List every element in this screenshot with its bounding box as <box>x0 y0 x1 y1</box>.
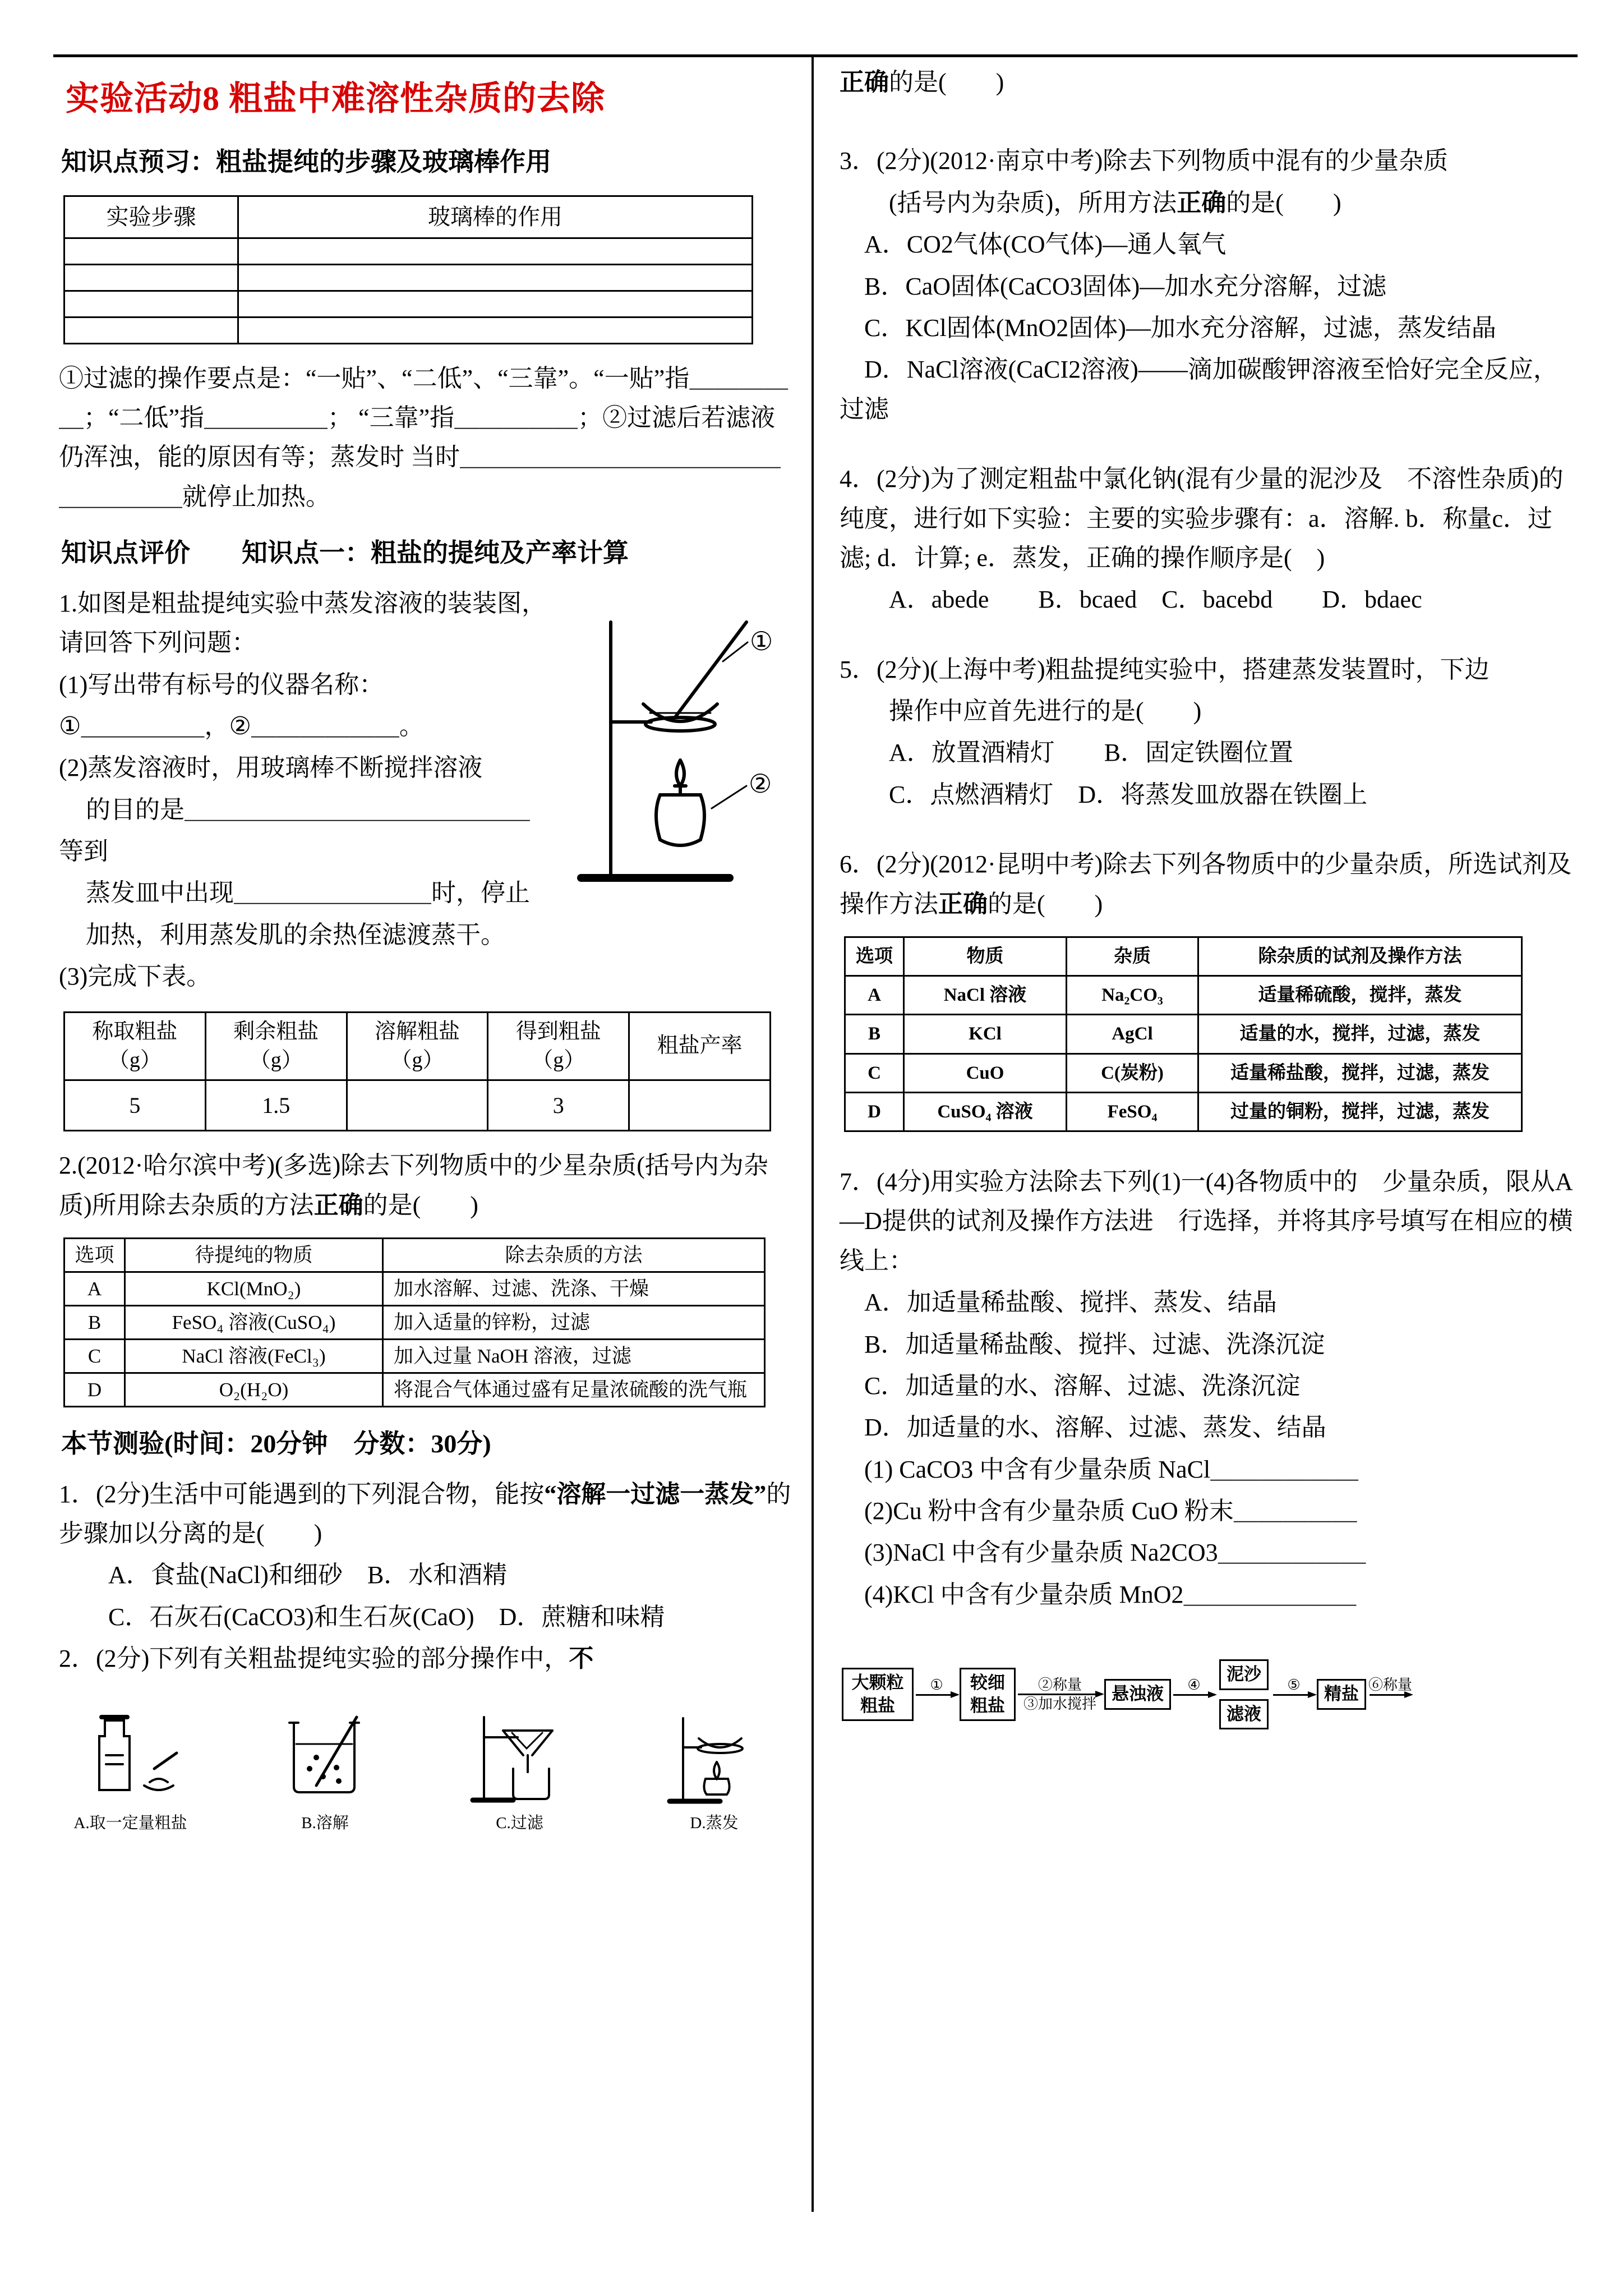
question-3 <box>840 141 1573 429</box>
header-line: 称取粗盐 <box>92 1019 178 1043</box>
table-cell: 3 <box>488 1080 629 1131</box>
q7-item-4: (4)KCl 中含有少量杂质 MnO2＿＿＿＿＿＿＿ <box>840 1580 1357 1608</box>
q5-options-ab: A．放置酒精灯 B．固定铁圈位置 <box>840 739 1294 767</box>
table-cell: C <box>845 1053 904 1092</box>
q3-option-d: D．NaCl溶液(CaCI2溶液)——滴加碳酸钾溶液至恰好完全反应，过滤 <box>840 356 1558 423</box>
table-cell <box>64 238 238 264</box>
q1-part1-blanks: ①＿＿＿＿＿，②＿＿＿＿＿＿。 <box>59 712 424 740</box>
q7-item-2: (2)Cu 粉中含有少量杂质 CuO 粉末＿＿＿＿＿ <box>840 1497 1357 1525</box>
table-header-cell <box>205 1012 347 1080</box>
table-cell <box>64 264 238 291</box>
figure-caption: B.溶解 <box>301 1814 349 1832</box>
q5-options-cd: C．点燃酒精灯 D．将蒸发皿放器在铁圈上 <box>840 780 1368 808</box>
table-header-cell <box>347 1012 488 1080</box>
q1-part2-dish: 蒸发皿中出现＿＿＿＿＿＿＿＿时，停止 <box>86 879 530 907</box>
q7-item-1: (1) CaCO3 中含有少量杂质 NaCl＿＿＿＿＿＿ <box>840 1455 1359 1483</box>
flow-arrow-1 <box>916 1676 957 1712</box>
q5-line2: 操作中应首先进行的是( ) <box>840 697 1202 725</box>
table-cell <box>64 317 238 343</box>
flow-box-mud: 泥沙 <box>1219 1659 1269 1690</box>
table-cell: 过量的铜粉，搅拌，过滤，蒸发 <box>1198 1092 1522 1131</box>
purification-methods-table <box>63 1237 766 1407</box>
table-header-cell <box>488 1012 629 1080</box>
table-cell: 5 <box>64 1080 206 1131</box>
flow-step-label: ⑤ <box>1287 1677 1301 1694</box>
table-header-cell: 物质 <box>904 937 1067 976</box>
t1-options-cd: C．石灰石(CaCO3)和生石灰(CaO) D．蔗糖和味精 <box>59 1603 665 1631</box>
t1-tail: 的步骤加以分离的是( ) <box>59 1480 791 1548</box>
flow-box-filtrate: 滤液 <box>1219 1699 1269 1729</box>
arrow-shaft <box>1173 1694 1215 1696</box>
table-cell: FeSO₄ 溶液(CuSO₄) <box>125 1306 383 1340</box>
steps-header-cell: 实验步骤 <box>64 196 238 238</box>
table-cell: FeSO₄ <box>1067 1092 1198 1131</box>
arrow-shaft <box>1370 1694 1411 1696</box>
flow-arrow-3 <box>1173 1676 1215 1712</box>
table-cell: 加水溶解、过滤、洗涤、干燥 <box>383 1272 765 1306</box>
table-header-row <box>64 196 753 238</box>
table-cell: NaCl 溶液 <box>904 976 1067 1015</box>
table-header-cell: 选项 <box>64 1239 125 1272</box>
evaporation-apparatus-figure <box>561 588 791 891</box>
q1-intro: 1.如图是粗盐提纯实验中蒸发溶液的装装图，请回答下列问题： <box>59 589 546 657</box>
right-column <box>811 57 1578 2212</box>
filter-notes: ①过滤的操作要点是：“一贴”、“二低”、“三靠”。“一贴”指＿＿＿＿＿；“二低”指＿＿＿＿＿； “三靠”指＿＿＿＿＿；②过滤后若滤液仍浑浊，能的原因有等；蒸发时 当时＿＿＿＿＿＿＿＿＿＿＿＿＿＿＿＿＿＿就停止加热。 <box>59 364 789 510</box>
table-row <box>64 317 753 343</box>
table-cell <box>64 291 238 317</box>
evaporation-drawing <box>654 1701 774 1808</box>
table-cell: O₂(H₂O) <box>125 1373 383 1407</box>
cont-tail: 的是( ) <box>889 68 1004 96</box>
q7-option-a: A．加适量稀盐酸、搅拌、蒸发、结晶 <box>840 1289 1277 1317</box>
table-cell: D <box>845 1092 904 1131</box>
header-unit: （g） <box>249 1048 303 1072</box>
t2-text: 2．(2分)下列有关粗盐提纯实验的部分操作中， <box>59 1645 569 1673</box>
q4-text: 4．(2分)为了测定粗盐中氯化钠(混有少量的泥沙及 不溶性杂质)的纯度，进行如下实验：主要的实验步骤有：a．溶解. b．称量c．过滤; d．计算; e．蒸发，正确的操作顺序是( ) <box>840 465 1564 572</box>
header-unit: （g） <box>108 1048 162 1072</box>
beaker-drawing <box>265 1701 385 1808</box>
figure-dissolve <box>265 1701 385 1836</box>
eval-heading: 知识点评价 知识点一：粗盐的提纯及产率计算 <box>61 539 629 568</box>
table-header-row <box>64 1239 765 1272</box>
q3-line2 <box>840 183 1573 223</box>
q7-option-b: B．加适量稀盐酸、搅拌、过滤、洗涤沉淀 <box>840 1330 1325 1358</box>
apparatus-figures-row <box>70 1701 774 1836</box>
table-header-cell: 除去杂质的方法 <box>383 1239 765 1272</box>
table-row <box>64 1340 765 1373</box>
table-header-cell: 粗盐产率 <box>629 1012 771 1080</box>
q1-part2-purpose: 的目的是＿＿＿＿＿＿＿＿＿＿＿＿＿＿ <box>86 795 530 823</box>
test-heading: 本节测验(时间：20分钟 分数：30分) <box>61 1429 491 1458</box>
table-row <box>64 238 753 264</box>
table-cell: 1.5 <box>205 1080 347 1131</box>
question-2 <box>59 1146 791 1225</box>
table-header-cell: 除杂质的试剂及操作方法 <box>1198 937 1522 976</box>
table-row <box>64 264 753 291</box>
flow-arrow-2 <box>1018 1676 1102 1713</box>
continuation-line <box>840 63 1573 102</box>
table-cell <box>629 1080 771 1131</box>
q3-line1: 3．(2分)(2012·南京中考)除去下列物质中混有的少量杂质 <box>840 147 1449 175</box>
t1-text: 1．(2分)生活中可能遇到的下列混合物，能按 <box>59 1480 545 1508</box>
q2-text: 2.(2012·哈尔滨中考)(多选)除去下列物质中的少星杂质(括号内为杂质)所用除去杂质的方法 <box>59 1152 768 1219</box>
q3-option-c: C．KCl固体(MnO2固体)—加水充分溶解，过滤，蒸发结晶 <box>840 314 1496 342</box>
flow-box-refined-salt: 精盐 <box>1317 1679 1366 1709</box>
q6-text-line <box>840 845 1573 924</box>
figure-evaporate <box>654 1701 774 1836</box>
table-cell: D <box>64 1373 125 1407</box>
table-cell <box>238 317 753 343</box>
table-cell: 加入过量 NaOH 溶液，过滤 <box>383 1340 765 1373</box>
table-cell: 适量的水，搅拌，过滤，蒸发 <box>1198 1015 1522 1053</box>
arrow-shaft <box>1018 1694 1102 1695</box>
table-cell: 将混合气体通过盛有足量浓硫酸的洗气瓶 <box>383 1373 765 1407</box>
table-row <box>64 1272 765 1306</box>
flow-arrow-5 <box>1368 1676 1412 1712</box>
question-1 <box>59 584 791 999</box>
table-row <box>64 1306 765 1340</box>
table-cell <box>347 1080 488 1131</box>
q1-part1: (1)写出带有标号的仪器名称： <box>59 670 384 698</box>
table-cell: B <box>64 1306 125 1340</box>
table-header-row <box>845 937 1522 976</box>
figure-caption: D.蒸发 <box>690 1814 739 1832</box>
table-row <box>845 1053 1522 1092</box>
flow-box-coarse-salt: 大颗粒粗盐 <box>842 1668 914 1721</box>
table-cell: C(炭粉) <box>1067 1053 1198 1092</box>
q6-text: 6．(2分)(2012·昆明中考)除去下列各物质中的少量杂质，所选试剂及操作方法 <box>840 850 1572 918</box>
table-header-cell <box>64 1012 206 1080</box>
table-row <box>64 1373 765 1407</box>
table-cell: A <box>64 1272 125 1306</box>
q3-option-a: A．CO2气体(CO气体)—通人氧气 <box>840 231 1227 259</box>
cont-bold: 正确 <box>840 68 889 96</box>
question-6 <box>840 845 1573 1132</box>
test-question-1 <box>59 1475 791 1554</box>
header-line: 溶解粗盐 <box>374 1019 460 1043</box>
apparatus-drawing <box>561 588 791 891</box>
preview-heading: 知识点预习：粗盐提纯的步骤及玻璃棒作用 <box>61 148 551 176</box>
table-header-cell: 杂质 <box>1067 937 1198 976</box>
table-row <box>64 1080 771 1131</box>
figure-caption: C.过滤 <box>496 1814 543 1832</box>
table-row <box>845 1015 1522 1053</box>
q7-option-d: D．加适量的水、溶解、过滤、蒸发、结晶 <box>840 1414 1326 1442</box>
table-cell <box>238 238 753 264</box>
table-cell: 适量稀盐酸，搅拌，过滤，蒸发 <box>1198 1053 1522 1092</box>
header-line: 剩余粗盐 <box>233 1019 319 1043</box>
q2-tail: 的是( ) <box>363 1191 478 1219</box>
flow-fork <box>1219 1659 1269 1729</box>
q1-part2: (2)蒸发溶液时，用玻璃棒不断搅拌溶液 <box>59 754 483 782</box>
figure-filter <box>459 1701 580 1836</box>
table-cell: 加入适量的锌粉，过滤 <box>383 1306 765 1340</box>
q2-bold: 正确 <box>313 1191 363 1219</box>
flow-step-label: ④ <box>1187 1677 1201 1694</box>
q1-part3: (3)完成下表。 <box>59 963 211 991</box>
figure-take-salt <box>70 1701 191 1836</box>
q3-l2-tail: 的是( ) <box>1226 188 1341 217</box>
q6-tail: 的是( ) <box>988 890 1103 918</box>
header-line: 得到粗盐 <box>515 1019 601 1043</box>
left-column <box>53 57 811 2212</box>
table-header-cell: 待提纯的物质 <box>125 1239 383 1272</box>
flow-step-label: ③加水搅拌 <box>1023 1696 1096 1713</box>
table-cell <box>238 264 753 291</box>
table-cell: AgCl <box>1067 1015 1198 1053</box>
table-row <box>64 291 753 317</box>
q7-option-c: C．加适量的水、溶解、过滤、洗涤沉淀 <box>840 1372 1301 1400</box>
q3-l2-bold: 正确 <box>1177 188 1227 217</box>
flow-box-suspension: 悬浊液 <box>1104 1679 1171 1709</box>
table-cell: KCl <box>904 1015 1067 1053</box>
arrow-shaft <box>1273 1694 1315 1696</box>
salt-purification-flow-diagram <box>842 1659 1573 1729</box>
arrow-shaft <box>916 1694 957 1696</box>
question-5 <box>840 650 1573 815</box>
question-4 <box>840 459 1573 620</box>
table-cell: 适量稀硫酸，搅拌，蒸发 <box>1198 976 1522 1015</box>
q5-line1: 5．(2分)(上海中考)粗盐提纯实验中，搭建蒸发装置时，下边 <box>840 655 1490 683</box>
header-unit: （g） <box>390 1048 444 1072</box>
yield-table <box>63 1011 771 1132</box>
header-unit: （g） <box>532 1048 585 1072</box>
q3-l2-text: (括号内为杂质)，所用方法 <box>840 188 1177 217</box>
t2-bold: 不 <box>569 1645 594 1673</box>
table-cell: CuSO₄ 溶液 <box>904 1092 1067 1131</box>
q3-option-b: B．CaO固体(CaCO3固体)—加水充分溶解，过滤 <box>840 272 1387 300</box>
table-header-cell: 选项 <box>845 937 904 976</box>
table-cell <box>238 291 753 317</box>
table-cell: C <box>64 1340 125 1373</box>
table-row <box>845 1092 1522 1131</box>
flow-step-label: ②称量 <box>1038 1676 1082 1693</box>
flow-arrow-4 <box>1273 1676 1315 1712</box>
rod-header-cell: 玻璃棒的作用 <box>238 196 753 238</box>
t1-options-ab: A．食盐(NaCl)和细砂 B．水和酒精 <box>59 1561 508 1589</box>
table-row <box>845 976 1522 1015</box>
test-question-2 <box>59 1639 791 1678</box>
table-header-row <box>64 1012 771 1080</box>
flow-step-label: ① <box>930 1677 943 1694</box>
table-cell: Na₂CO₃ <box>1067 976 1198 1015</box>
table-cell: KCl(MnO₂) <box>125 1272 383 1306</box>
content-area <box>53 54 1578 2212</box>
q7-text: 7．(4分)用实验方法除去下列(1)一(4)各物质中的 少量杂质，限从A—D提供的试剂及操作方法进 行选择，并将其序号填写在相应的横线上： <box>840 1167 1573 1274</box>
figure-label-2: ② <box>749 769 772 798</box>
q1-part2-heat: 加热，利用蒸发肌的余热侄滤渡蒸干。 <box>86 921 505 949</box>
steps-table <box>63 195 753 344</box>
q4-options: A．abede B．bcaed C．bacebd D．bdaec <box>840 586 1422 614</box>
q1-part2-until: 等到 <box>59 838 108 866</box>
bottle-and-sample-drawing <box>70 1701 191 1808</box>
table-cell: B <box>845 1015 904 1053</box>
table-cell: NaCl 溶液(FeCl₃) <box>125 1340 383 1373</box>
flow-box-fine-salt: 较细粗盐 <box>960 1668 1016 1721</box>
table-cell: A <box>845 976 904 1015</box>
flow-step-label: ⑥称量 <box>1368 1677 1413 1694</box>
figure-label-1: ① <box>750 627 773 656</box>
figure-caption: A.取一定量粗盐 <box>73 1814 187 1832</box>
reagent-table <box>844 936 1523 1132</box>
q6-bold: 正确 <box>938 890 988 918</box>
page-title: 实验活动8 粗盐中难溶性杂质的去除 <box>66 80 605 117</box>
t1-bold: “溶解一过滤一蒸发” <box>544 1480 767 1508</box>
filtration-drawing <box>459 1701 580 1808</box>
q7-item-3: (3)NaCl 中含有少量杂质 Na2CO3＿＿＿＿＿＿ <box>840 1539 1366 1567</box>
question-7 <box>840 1162 1573 1614</box>
table-cell: CuO <box>904 1053 1067 1092</box>
